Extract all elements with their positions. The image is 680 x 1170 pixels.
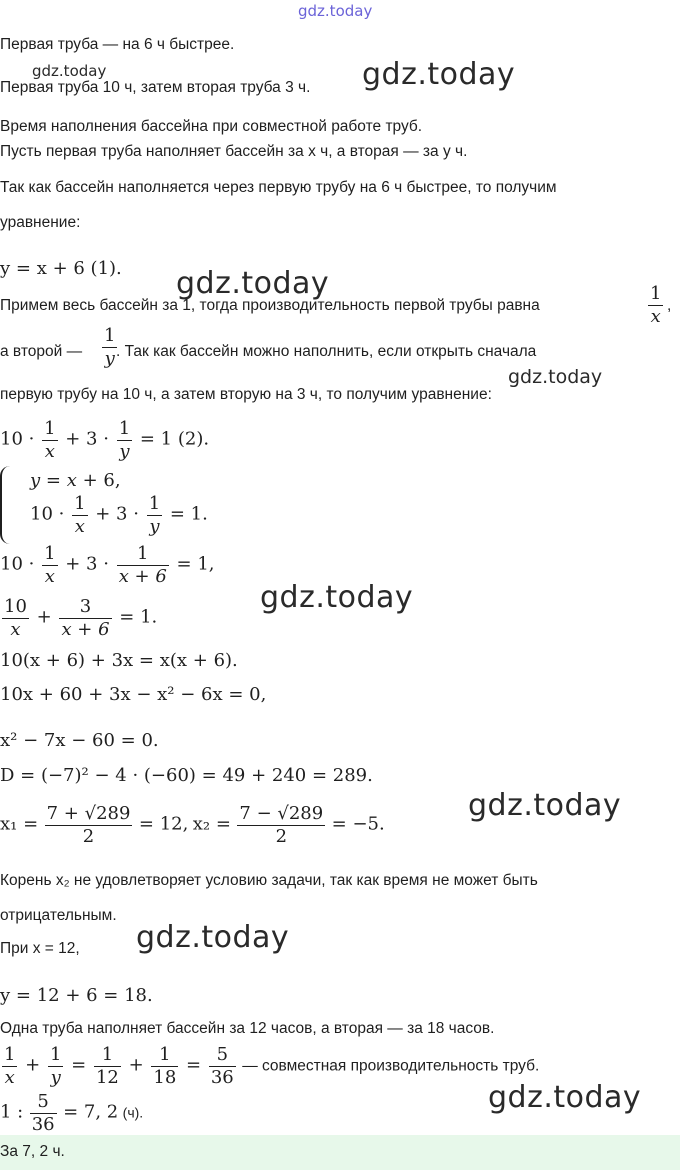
- eq-fractions: $\frac{10}{x}$ + $\frac{3}{x + 6}$ = 1.: [4, 596, 158, 640]
- system-brace: [0, 466, 16, 544]
- eq-time: 1 : $\frac{5}{36}$ = 7, 2 (ч).: [0, 1091, 144, 1135]
- x1-value: = 12,: [138, 813, 189, 835]
- x1-fraction: $\frac{7 + √289}{2}$: [46, 803, 131, 847]
- watermark-6: gdz.today: [136, 920, 290, 955]
- line-because: Так как бассейн наполняется через первую трубу на 6 ч быстрее, то получим: [0, 179, 557, 196]
- eq-quadratic: x² − 7x − 60 = 0.: [0, 730, 159, 751]
- watermark-7: gdz.today: [488, 1080, 642, 1115]
- watermark-small: gdz.today: [32, 62, 107, 80]
- x2-value: = −5.: [331, 813, 385, 835]
- answer-box: [0, 1135, 680, 1170]
- x2-fraction: $\frac{7 - √289}{2}$: [239, 803, 324, 847]
- second-text-a: а второй —: [0, 343, 83, 360]
- watermark-5: gdz.today: [468, 788, 622, 823]
- eq-expanded-1: 10(x + 6) + 3x = x(x + 6).: [0, 650, 238, 671]
- top-watermark: gdz.today: [298, 2, 373, 20]
- watermark-3: gdz.today: [508, 366, 603, 388]
- line-given-1: Первая труба — на 6 ч быстрее.: [0, 36, 235, 53]
- line-when-x: При x = 12,: [0, 940, 80, 957]
- watermark-4: gdz.today: [260, 580, 414, 615]
- watermark-2: gdz.today: [176, 266, 330, 301]
- system-eq-1: y = x + 6,: [30, 470, 121, 491]
- line-root-rejected: Корень x₂ не удовлетворяет условию задачи, так как время не может быть: [0, 872, 538, 889]
- line-let: Пусть первая труба наполняет бассейн за x ч, а вторая — за y ч.: [0, 143, 468, 160]
- line-equation-label: уравнение:: [0, 214, 81, 231]
- watermark-1: gdz.today: [362, 57, 516, 92]
- eq-roots: [0, 803, 385, 848]
- line-negative: отрицательным.: [0, 907, 117, 924]
- eq-substituted: 10 · $\frac{1}{x}$ + 3 · $\frac{1}{x + 6}$ = 1,: [0, 543, 215, 587]
- eq-y-value: y = 12 + 6 = 18.: [0, 985, 153, 1006]
- fraction-1-over-x: $\frac{1}{x}$: [650, 283, 662, 327]
- productivity-text: Примем весь бассейн за 1, тогда производительность первой трубы равна: [0, 297, 540, 314]
- eq-2: 10 · $\frac{1}{x}$ + 3 · $\frac{1}{y}$ = 1 (2).: [0, 418, 210, 462]
- second-text-b: . Так как бассейн можно наполнить, если открыть сначала: [116, 343, 537, 360]
- answer-text: За 7, 2 ч.: [0, 1143, 65, 1160]
- line-given-2: Первая труба 10 ч, затем вторая труба 3 ч.: [0, 79, 311, 96]
- line-hours: Одна труба наполняет бассейн за 12 часов, а вторая — за 18 часов.: [0, 1020, 495, 1037]
- eq-expanded-2: 10x + 60 + 3x − x² − 6x = 0,: [0, 684, 267, 705]
- line-first-pipe: первую трубу на 10 ч, а затем вторую на 3 ч, то получим уравнение:: [0, 386, 492, 403]
- system-eq-2: 10 · $\frac{1}{x}$ + 3 · $\frac{1}{y}$ = 1.: [30, 493, 208, 537]
- eq-discriminant: D = (−7)² − 4 · (−60) = 49 + 240 = 289.: [0, 765, 373, 786]
- line-find: Время наполнения бассейна при совместной работе труб.: [0, 118, 423, 135]
- x2-label: x₂ =: [192, 813, 231, 835]
- eq-1: y = x + 6 (1).: [0, 258, 122, 279]
- fraction-1-over-y: $\frac{1}{y}$: [104, 325, 116, 369]
- joint-text: — совместная производительность труб.: [242, 1057, 540, 1075]
- x1-label: x₁ =: [0, 813, 39, 835]
- eq-joint-productivity: $\frac{1}{x}$ + $\frac{1}{y}$ = $\frac{1}{12}$ + $\frac{1}{18}$ = $\frac{5}{36}$ — совместная производительность труб.: [4, 1044, 540, 1088]
